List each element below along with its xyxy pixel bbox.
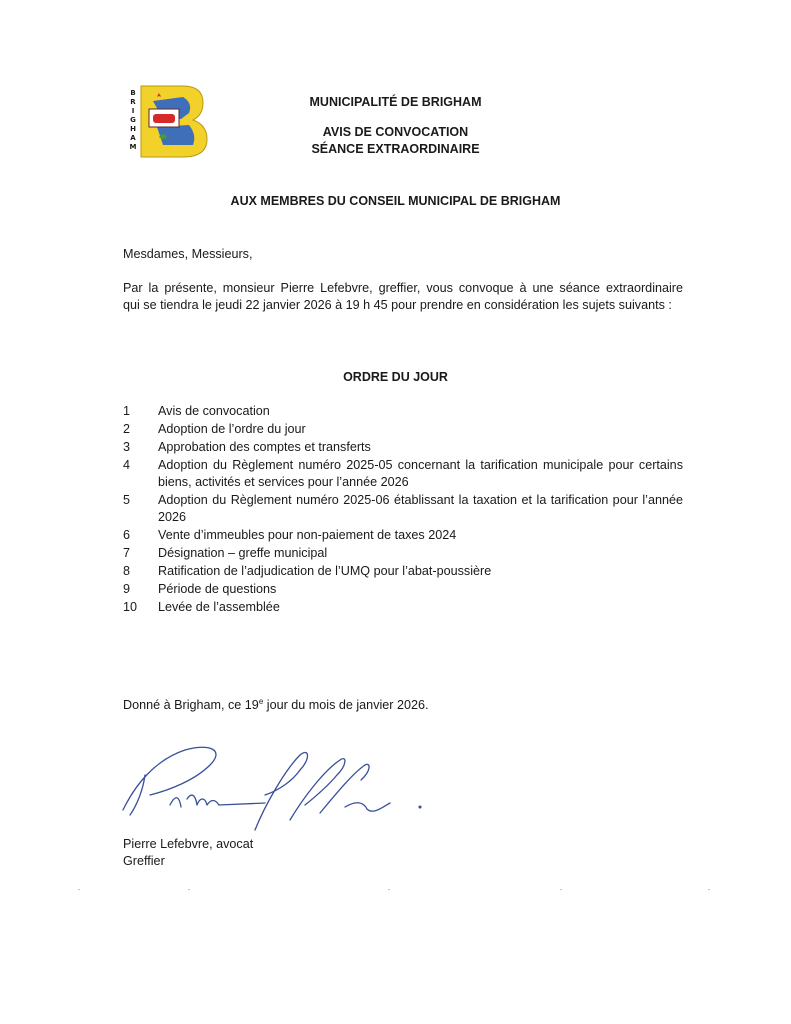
- svg-text:A: A: [130, 134, 136, 142]
- agenda-item-text: Adoption de l’ordre du jour: [158, 422, 306, 436]
- svg-text:B: B: [130, 89, 136, 97]
- agenda-item-number: 3: [123, 440, 131, 454]
- agenda-item-text: Ratification de l’adjudication de l’UMQ pour l’abat-poussière: [158, 564, 492, 578]
- agenda-item-number: 6: [123, 528, 131, 542]
- agenda-item-number: 1: [123, 404, 131, 418]
- agenda-item-text: Adoption du Règlement numéro 2025-06 établissant la taxation et la tarification pour l’année 2026: [158, 493, 683, 524]
- agenda-item: [123, 421, 683, 438]
- session-title: SÉANCE EXTRAORDINAIRE: [311, 142, 480, 156]
- svg-text:G: G: [130, 116, 136, 124]
- agenda-item: [123, 545, 683, 562]
- agenda-item: [123, 581, 683, 598]
- given-suffix: jour du mois de janvier 2026.: [263, 698, 429, 712]
- agenda-list: [123, 403, 683, 617]
- agenda-item-number: 10: [123, 600, 138, 614]
- agenda-item: [123, 403, 683, 420]
- scan-speckle: [560, 889, 562, 890]
- scan-speckle: [708, 889, 710, 890]
- greeting: Mesdames, Messieurs,: [123, 247, 253, 261]
- svg-text:I: I: [131, 107, 135, 115]
- scan-speckle: [388, 889, 390, 890]
- recipients-heading: AUX MEMBRES DU CONSEIL MUNICIPAL DE BRIGHAM: [230, 194, 561, 208]
- agenda-item-text: Avis de convocation: [158, 404, 270, 418]
- agenda-item-text: Adoption du Règlement numéro 2025-05 concernant la tarification municipale pour certains biens, activités et services pour l’année 2026: [158, 458, 683, 489]
- agenda-item-text: Approbation des comptes et transferts: [158, 440, 371, 454]
- scan-speckle: [188, 889, 190, 890]
- intro-line-1: Par la présente, monsieur Pierre Lefebvre, greffier, vous convoque à une séance extraordinaire: [123, 281, 683, 295]
- agenda-item: [123, 439, 683, 456]
- given-prefix: Donné à Brigham, ce 19: [123, 698, 259, 712]
- intro-paragraph: [123, 280, 683, 314]
- agenda-item: [123, 599, 683, 616]
- signer-name: Pierre Lefebvre, avocat: [123, 837, 254, 851]
- agenda-item-text: Désignation – greffe municipal: [158, 546, 328, 560]
- agenda-item-number: 8: [123, 564, 131, 578]
- agenda-item-number: 5: [123, 493, 131, 507]
- notice-title: AVIS DE CONVOCATION: [322, 125, 469, 139]
- agenda-item-number: 4: [123, 458, 131, 472]
- agenda-item-text: Période de questions: [158, 582, 277, 596]
- handwritten-signature: [115, 735, 435, 835]
- agenda-item-text: Levée de l’assemblée: [158, 600, 280, 614]
- agenda-item: [123, 563, 683, 580]
- intro-line-2: qui se tiendra le jeudi 22 janvier 2026 à 19 h 45 pour prendre en considération les sujets suivants :: [123, 298, 672, 312]
- agenda-item-number: 9: [123, 582, 131, 596]
- municipality-title: MUNICIPALITÉ DE BRIGHAM: [309, 95, 482, 109]
- svg-text:R: R: [130, 98, 136, 106]
- agenda-item: [123, 527, 683, 544]
- scan-speckle: [78, 889, 80, 890]
- svg-text:H: H: [130, 125, 136, 133]
- agenda-item-number: 7: [123, 546, 131, 560]
- agenda-item: [123, 492, 683, 526]
- svg-text:M: M: [129, 143, 137, 151]
- given-at-line: [123, 697, 683, 714]
- signer-title: Greffier: [123, 854, 165, 868]
- agenda-item: [123, 457, 683, 491]
- agenda-item-number: 2: [123, 422, 131, 436]
- agenda-item-text: Vente d’immeubles pour non-paiement de taxes 2024: [158, 528, 457, 542]
- agenda-title: ORDRE DU JOUR: [343, 370, 448, 384]
- given-ordinal: e: [258, 696, 264, 706]
